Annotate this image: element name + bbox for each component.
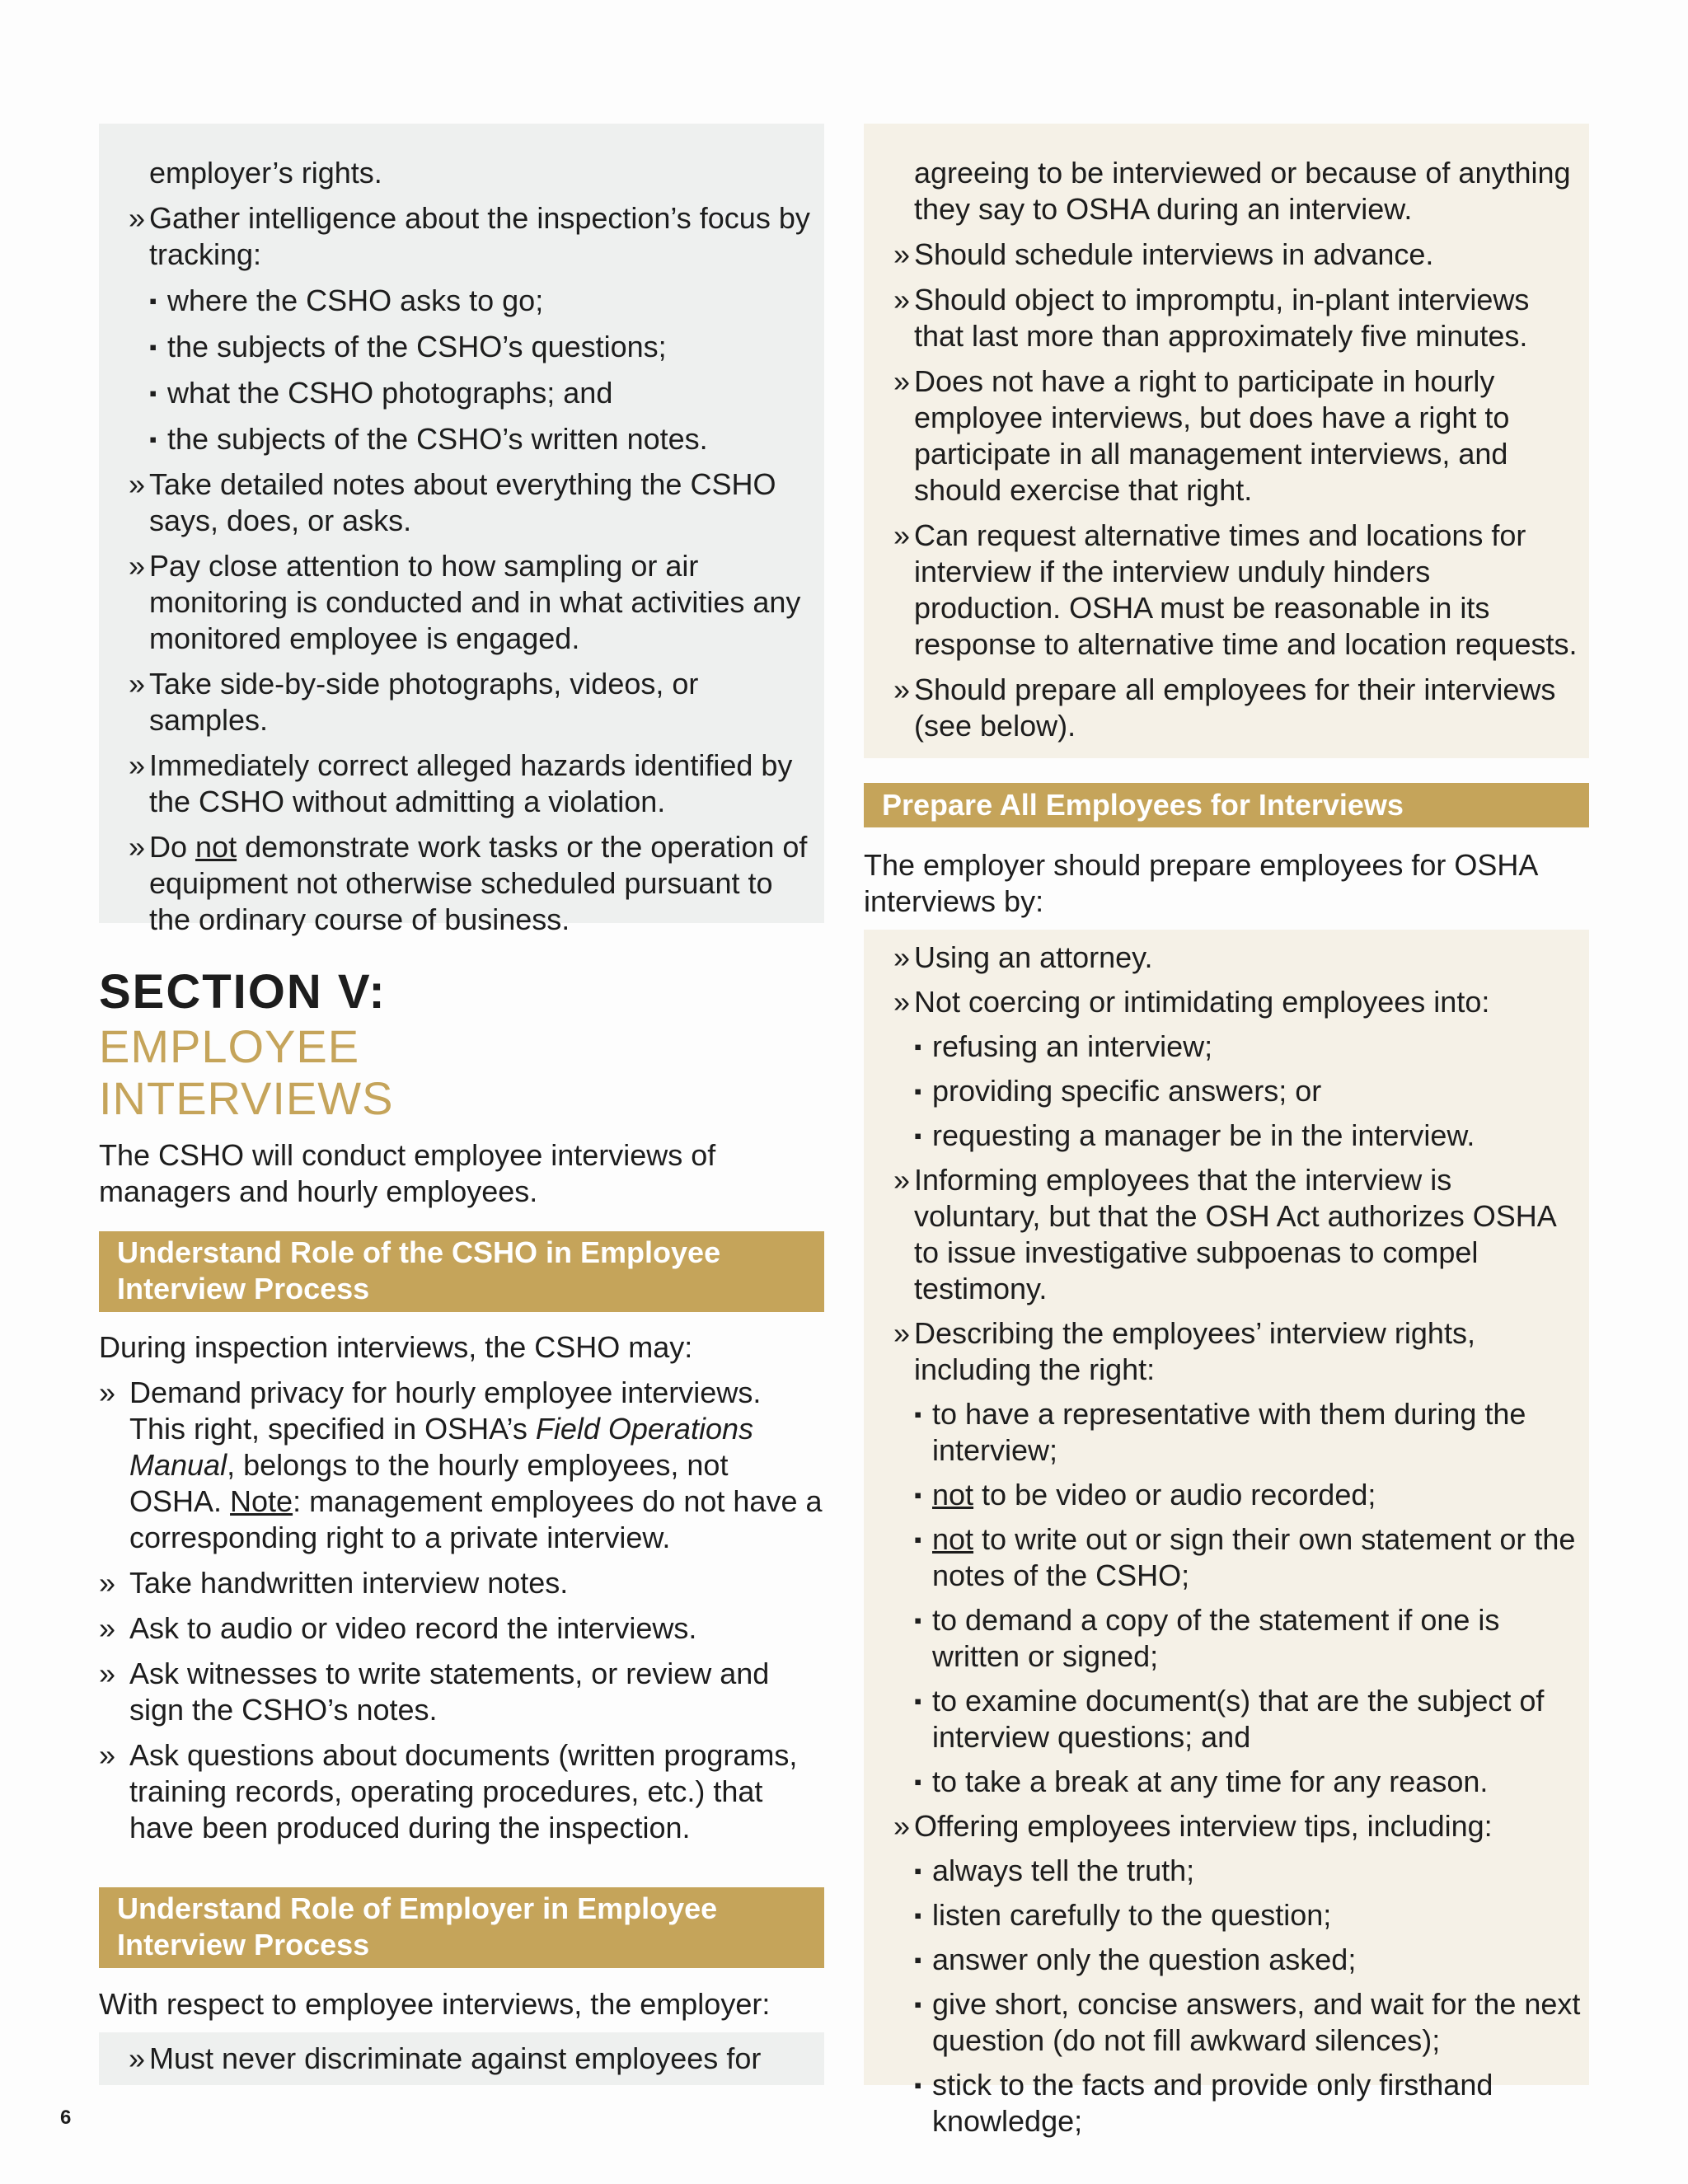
list-item: » Can request alternative times and locations for interview if the interview unduly hinders production. OSHA must be reasonable in its response to alternative time and location requests. (893, 518, 1578, 661)
list-item: » Take side-by-side photographs, videos, or samples. (129, 667, 699, 737)
prep-lead: The employer should prepare employees for OSHA interviews by: (864, 848, 1537, 918)
bullet-marker-icon: » (893, 1163, 911, 1197)
list-item: » Should prepare all employees for their interviews (see below). (893, 673, 1556, 743)
section-title: EMPLOYEE INTERVIEWS (99, 1020, 394, 1124)
list-item: » Should object to impromptu, in-plant interviews that last more than approximately five minutes. (893, 283, 1530, 353)
section-band: Understand Role of Employer in Employee Interview Process (99, 1887, 824, 1968)
bullet-marker-icon: » (129, 830, 146, 864)
page-number: 6 (60, 2107, 72, 2129)
continued-text: agreeing to be interviewed or because of anything they say to OSHA during an interview. (914, 156, 1571, 226)
bullet-marker-icon: » (893, 364, 911, 398)
square-bullet-icon: ▪ (914, 1483, 922, 1507)
square-bullet-icon: ▪ (914, 1689, 922, 1713)
square-bullet-icon: ▪ (914, 1903, 922, 1928)
bullet-marker-icon: » (893, 673, 911, 706)
list-item: » Ask to audio or video record the interviews. (99, 1611, 697, 1645)
list-item: » Take handwritten interview notes. (99, 1566, 569, 1600)
sub-item: ▪ answer only the question asked; (914, 1943, 1357, 1976)
section-band: Understand Role of the CSHO in Employee Interview Process (99, 1231, 824, 1312)
square-bullet-icon: ▪ (914, 1992, 922, 2017)
square-bullet-icon: ▪ (914, 2073, 922, 2097)
square-bullet-icon: ▪ (149, 335, 157, 359)
list-item: » Do not demonstrate work tasks or the operation of equipment not otherwise scheduled pursuant to the ordinary course of business. (129, 830, 808, 936)
square-bullet-icon: ▪ (914, 1402, 922, 1427)
square-bullet-icon: ▪ (149, 427, 157, 452)
list-item: » Ask questions about documents (written programs, training records, operating procedures, etc.) that have been produced during the inspection. (99, 1738, 798, 1844)
sub-item: ▪ stick to the facts and provide only firsthand knowledge; (914, 2068, 1493, 2138)
bullet-marker-icon: » (129, 549, 146, 583)
list-item: » Not coercing or intimidating employees into: (893, 985, 1490, 1019)
list-item: » Informing employees that the interview is voluntary, but that the OSH Act authorizes OSHA to issue investigative subpoenas to compel testimony. (893, 1163, 1555, 1305)
intro-paragraph: The CSHO will conduct employee interviews of managers and hourly employees. (99, 1138, 716, 1208)
sub-item: ▪ requesting a manager be in the interview. (914, 1118, 1475, 1152)
list-item: » Pay close attention to how sampling or air monitoring is conducted and in what activities any monitored employee is engaged. (129, 549, 801, 655)
employer-list (129, 2041, 813, 2077)
list-item: » Must never discriminate against employees for (129, 2041, 762, 2075)
sub-item: ▪ to have a representative with them during the interview; (914, 1397, 1526, 1467)
sub-item: ▪ where the CSHO asks to go; (149, 284, 544, 317)
square-bullet-icon: ▪ (914, 1769, 922, 1794)
sub-item: ▪ what the CSHO photographs; and (149, 376, 613, 410)
sub-item: ▪ give short, concise answers, and wait for the next question (do not fill awkward silences); (914, 1987, 1581, 2057)
bullet-marker-icon: » (129, 467, 146, 501)
square-bullet-icon: ▪ (914, 1527, 922, 1552)
bullet-marker-icon: » (129, 667, 146, 701)
bullet-marker-icon: » (99, 1376, 116, 1409)
square-bullet-icon: ▪ (914, 1034, 922, 1059)
square-bullet-icon: ▪ (914, 1123, 922, 1148)
sub-item: ▪ providing specific answers; or (914, 1074, 1322, 1108)
square-bullet-icon: ▪ (914, 1079, 922, 1104)
bullet-marker-icon: » (99, 1611, 116, 1645)
right-box-content (893, 155, 1578, 744)
square-bullet-icon: ▪ (914, 1608, 922, 1633)
list-item: » Should schedule interviews in advance. (893, 237, 1434, 271)
section-band: Prepare All Employees for Interviews (864, 783, 1589, 827)
continued-text: employer’s rights. (149, 156, 382, 190)
sub-item: ▪ not to be video or audio recorded; (914, 1478, 1376, 1511)
sub-item: ▪ always tell the truth; (914, 1854, 1195, 1887)
square-bullet-icon: ▪ (914, 1947, 922, 1972)
list-item: » Offering employees interview tips, including: (893, 1809, 1493, 1843)
sub-item: ▪ refusing an interview; (914, 1029, 1213, 1063)
bullet-marker-icon: » (129, 201, 146, 235)
bullet-marker-icon: » (893, 237, 911, 271)
list-item: » Take detailed notes about everything the CSHO says, does, or asks. (129, 467, 776, 537)
square-bullet-icon: ▪ (149, 288, 157, 313)
csho-list (99, 1375, 824, 1846)
left-box-content (129, 155, 813, 938)
list-item: » Does not have a right to participate in hourly employee interviews, but does have a right to participate in all management interviews, and should exercise that right. (893, 364, 1510, 507)
prep-list (893, 940, 1582, 2139)
list-item: » Describing the employees’ interview rights, including the right: (893, 1316, 1475, 1386)
list-item: » Demand privacy for hourly employee interviews. This right, specified in OSHA’s Field Operations Manual, belongs to the hourly employees, not OSHA. Note: management employees do not have a corresponding right to a private interview. (99, 1376, 823, 1554)
bullet-marker-icon: » (893, 283, 911, 316)
bullet-marker-icon: » (893, 985, 911, 1019)
square-bullet-icon: ▪ (914, 1858, 922, 1883)
bullet-marker-icon: » (893, 940, 911, 974)
sub-item: ▪ listen carefully to the question; (914, 1898, 1332, 1932)
sub-item: ▪ the subjects of the CSHO’s written notes. (149, 422, 708, 456)
bullet-marker-icon: » (99, 1657, 116, 1690)
sub-item: ▪ not to write out or sign their own statement or the notes of the CSHO; (914, 1522, 1576, 1592)
sub-item: ▪ to examine document(s) that are the subject of interview questions; and (914, 1684, 1545, 1754)
section-label: SECTION V: (99, 965, 387, 1019)
square-bullet-icon: ▪ (149, 381, 157, 405)
list-item: » Ask witnesses to write statements, or review and sign the CSHO’s notes. (99, 1657, 770, 1727)
sub-item: ▪ to take a break at any time for any reason. (914, 1765, 1489, 1798)
sub-item: ▪ to demand a copy of the statement if one is written or signed; (914, 1603, 1500, 1673)
bullet-marker-icon: » (893, 1316, 911, 1350)
bullet-marker-icon: » (129, 748, 146, 782)
bullet-marker-icon: » (893, 518, 911, 552)
list-item: » Immediately correct alleged hazards identified by the CSHO without admitting a violation. (129, 748, 793, 818)
bullet-marker-icon: » (99, 1738, 116, 1772)
bullet-marker-icon: » (893, 1809, 911, 1843)
sub-item: ▪ the subjects of the CSHO’s questions; (149, 330, 667, 363)
bullet-marker-icon: » (99, 1566, 116, 1600)
list-item: » Gather intelligence about the inspection’s focus by tracking: (129, 201, 810, 271)
employer-lead: With respect to employee interviews, the employer: (99, 1987, 771, 2021)
bullet-marker-icon: » (129, 2041, 146, 2075)
csho-lead: During inspection interviews, the CSHO may: (99, 1330, 693, 1364)
list-item: » Using an attorney. (893, 940, 1153, 974)
